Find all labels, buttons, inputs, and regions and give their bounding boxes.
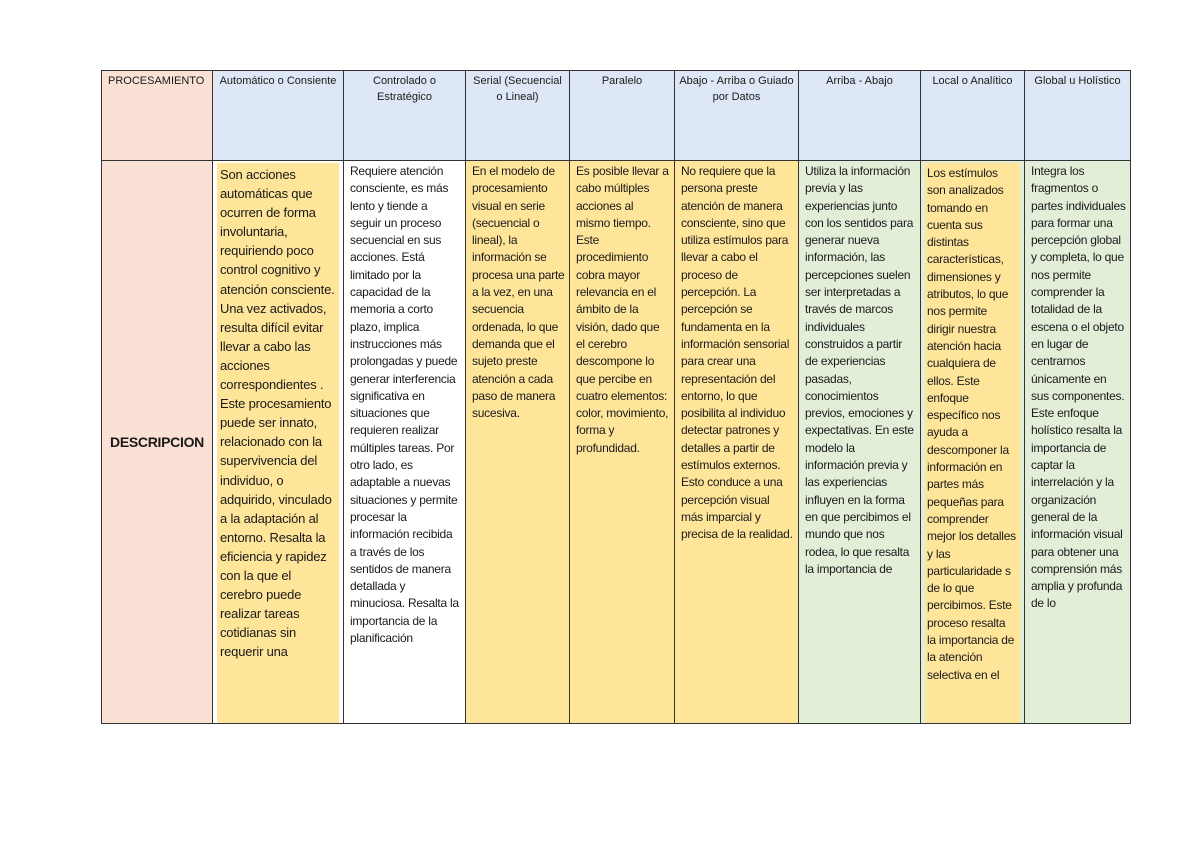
header-cell-abajo-arriba bbox=[675, 71, 799, 161]
description-text-global: Integra los fragmentos o partes individuales para formar una percepción global y completa, lo que nos permite comprender la totalidad de la escena o el objeto en lugar de centrarnos únicamente en sus componentes. Este enfoque holístico resalta la importancia de captar la interrelación y la organización general de la información visual para obtener una comprensión más amplia y profunda de lo bbox=[1031, 164, 1126, 611]
header-row bbox=[102, 71, 1131, 161]
row-label-procesamiento: PROCESAMIENTO bbox=[108, 75, 205, 87]
header-cell-arriba-abajo bbox=[799, 71, 921, 161]
header-cell-paralelo bbox=[570, 71, 675, 161]
column-title-global: Global u Holístico bbox=[1034, 75, 1121, 87]
header-cell-serial bbox=[466, 71, 570, 161]
column-title-automatico: Automático o Consiente bbox=[219, 75, 337, 87]
column-title-paralelo: Paralelo bbox=[601, 75, 643, 87]
header-cell-global bbox=[1025, 71, 1131, 161]
processing-types-table bbox=[101, 70, 1131, 724]
header-row-label-cell bbox=[102, 71, 213, 161]
column-title-serial: Serial (Secuencial o Lineal) bbox=[473, 75, 562, 103]
description-cell-controlado bbox=[344, 161, 466, 724]
column-title-abajo-arriba: Abajo - Arriba o Guiado por Datos bbox=[679, 75, 794, 103]
description-text-arriba-abajo: Utiliza la información previa y las experiencias junto con los sentidos para generar nueva información, las percepciones suelen ser interpretadas a través de marcos individuales construidos a partir de experiencias pasadas, conocimientos previos, emociones y expectativas. En este modelo la información previa y las experiencias influyen en la forma en que percibimos el mundo que nos rodea, lo que resalta la importancia de bbox=[805, 164, 914, 576]
description-row bbox=[102, 161, 1131, 724]
description-text-abajo-arriba: No requiere que la persona preste atención de manera consciente, sino que utiliza estímulos para llevar a cabo el proceso de percepción. La percepción se fundamenta en la información sensorial para crear una representación del entorno, lo que posibilita al individuo detectar patrones y detalles a partir de estímulos externos. Esto conduce a una percepción visual más imparcial y precisa de la realidad. bbox=[681, 164, 793, 542]
column-title-arriba-abajo: Arriba - Abajo bbox=[826, 75, 893, 87]
header-cell-local bbox=[921, 71, 1025, 161]
description-label-cell bbox=[102, 161, 213, 724]
description-text-controlado: Requiere atención consciente, es más lento y tiende a seguir un proceso secuencial en sus acciones. Está limitado por la capacidad de la memoria a corto plazo, implica instrucciones más prolongadas y puede generar interferencia significativa en situaciones que requieren realizar múltiples tareas. Por otro lado, es adaptable a nuevas situaciones y permite procesar la información recibida a través de los sentidos de manera detallada y minuciosa. Resalta la importancia de la planificación bbox=[350, 164, 459, 646]
description-text-local: Los estímulos son analizados tomando en cuenta sus distintas características, dimensiones y atributos, lo que nos permite dirigir nuestra atención hacia cualquiera de ellos. Este enfoque específico nos ayuda a descomponer la información en partes más pequeñas para comprender mejor los detalles y las particularidade s de lo que percibimos. Este proceso resalta la importancia de la atención selectiva en el bbox=[927, 166, 1016, 682]
description-cell-abajo-arriba bbox=[675, 161, 799, 724]
description-text-paralelo: Es posible llevar a cabo múltiples acciones al mismo tiempo. Este procedimiento cobra mayor relevancia en el ámbito de la visión, dado que el cerebro descompone lo que percibe en cuatro elementos: color, movimiento, forma y profundidad. bbox=[576, 164, 669, 455]
description-text-serial: En el modelo de procesamiento visual en serie (secuencial o lineal), la información se procesa una parte a la vez, en una secuencia ordenada, lo que demanda que el sujeto preste atención a cada paso de manera sucesiva. bbox=[472, 164, 565, 421]
description-text-automatico: Son acciones automáticas que ocurren de forma involuntaria, requiriendo poco control cognitivo y atención consciente. Una vez activados, resulta difícil evitar llevar a cabo las acciones correspondientes . Este procesamiento puede ser innato, relacionado con la supervivencia del individuo, o adquirido, vinculado a la adaptación al entorno. Resalta la eficiencia y rapidez con la que el cerebro puede realizar tareas cotidianas sin requerir una bbox=[220, 167, 335, 660]
column-title-controlado: Controlado o Estratégico bbox=[373, 75, 436, 103]
description-cell-arriba-abajo bbox=[799, 161, 921, 724]
row-label-descripcion: DESCRIPCION bbox=[110, 434, 204, 450]
description-cell-local bbox=[921, 161, 1025, 724]
description-cell-automatico bbox=[213, 161, 344, 724]
highlight-block bbox=[925, 163, 1020, 723]
description-cell-global bbox=[1025, 161, 1131, 724]
column-title-local: Local o Analítico bbox=[932, 75, 1013, 87]
highlight-block bbox=[217, 163, 339, 723]
description-cell-paralelo bbox=[570, 161, 675, 724]
description-cell-serial bbox=[466, 161, 570, 724]
header-cell-controlado bbox=[344, 71, 466, 161]
header-cell-automatico bbox=[213, 71, 344, 161]
